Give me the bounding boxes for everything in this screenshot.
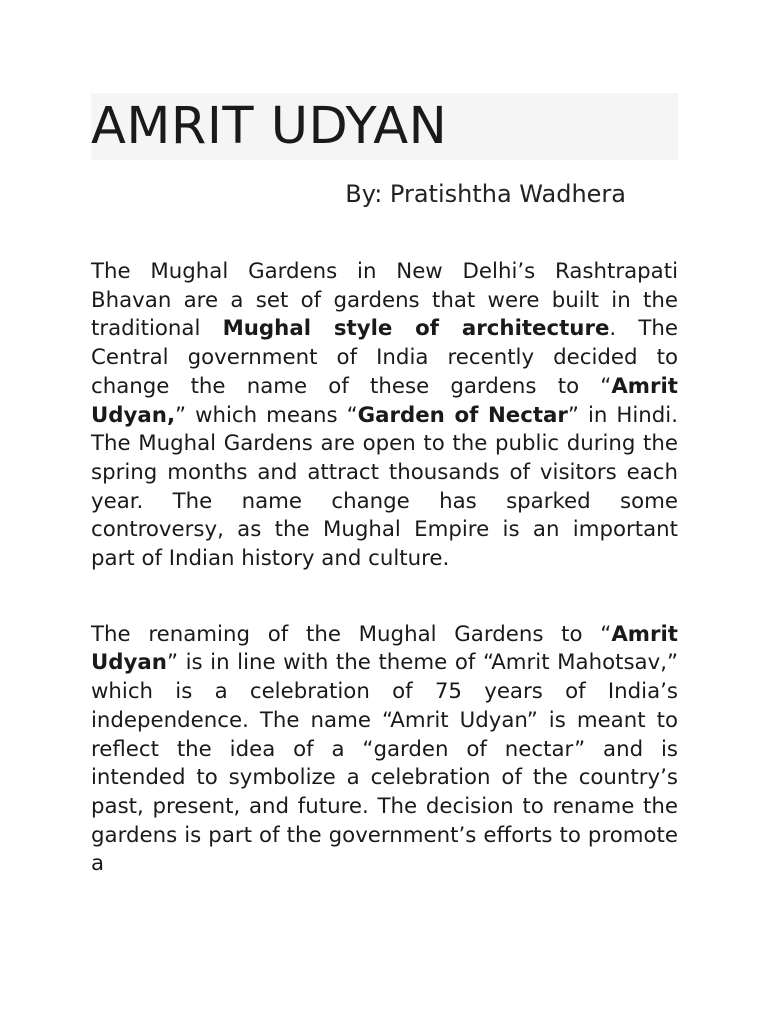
author-byline: By: Pratishtha Wadhera (345, 180, 626, 208)
paragraph-1-bold-2: Amrit Udyan, (91, 373, 678, 428)
paragraph-1-bold-3: Garden of Nectar (357, 402, 568, 428)
paragraph-2-text-1: The renaming of the Mughal Gardens to “ (91, 621, 612, 647)
document-page (91, 93, 678, 879)
paragraph-1-text-4: ” in Hindi. The Mughal Gardens are open to the public during the spring months and attract thousands of visitors each year. The name change has sparked some controversy, as the Mughal Empire is an important part of Indian history and culture. (91, 402, 678, 572)
paragraph-2-bold-1: Amrit Udyan (91, 621, 678, 676)
paragraph-1-bold-1: Mughal style of architecture (222, 316, 610, 342)
paragraph-1 (91, 258, 678, 574)
paragraph-1-text-2: . The Central government of India recently decided to change the name of these gardens to “ (91, 316, 679, 399)
paragraph-1-text-3: ” which means “ (175, 402, 358, 428)
paragraph-2-text-2: ” is in line with the theme of “Amrit Mahotsav,” which is a celebration of 75 years of India’s independence. The name “Amrit Udyan” is meant to reflect the idea of a “garden of nectar” and is intended to symbolize a celebration of the country’s past, present, and future. The decision to rename the gardens is part of the government’s efforts to promote a (91, 650, 678, 877)
paragraph-1-text-1: The Mughal Gardens in New Delhi’s Rashtrapati Bhavan are a set of gardens that were built in the traditional (91, 259, 678, 342)
paragraph-2 (91, 621, 678, 879)
title-band (91, 93, 678, 160)
document-title: AMRIT UDYAN (91, 97, 448, 156)
